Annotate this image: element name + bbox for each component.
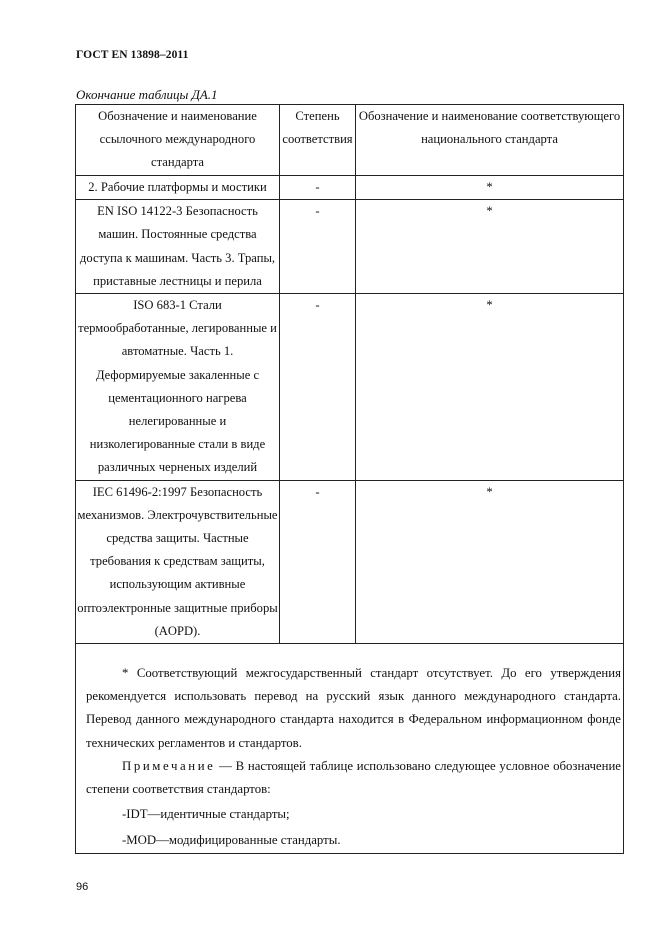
table-row	[76, 200, 624, 294]
cell-standard: IEC 61496-2:1997 Безопасность механизмов. Электрочувствительные средства защиты. Частные требования к средствам защиты, использующим активные оптоэлектронные защитные приборы (AOPD).	[76, 480, 280, 643]
table-row	[76, 176, 624, 200]
header-international-standard: Обозначение и наименование ссылочного международного стандарта	[76, 105, 280, 176]
page-number: 96	[76, 881, 89, 893]
legend-item-mod: -MOD—модифицированные стандарты.	[122, 833, 341, 848]
table-row	[76, 294, 624, 481]
cell-degree: -	[280, 200, 356, 294]
cell-degree: -	[280, 294, 356, 481]
table-footnote-cell	[76, 644, 624, 854]
document-code: ГОСТ EN 13898–2011	[76, 49, 189, 61]
table-caption: Окончание таблицы ДА.1	[76, 87, 218, 102]
cell-national: *	[356, 200, 624, 294]
cell-standard: EN ISO 14122-3 Безопасность машин. Постоянные средства доступа к машинам. Часть 3. Трапы, приставные лестницы и перила	[76, 200, 280, 294]
note-paragraph	[86, 755, 623, 801]
cell-degree: -	[280, 176, 356, 200]
footnote-text: * Соответствующий межгосударственный стандарт отсутствует. До его утверждения рекомендуется использовать перевод на русский язык данного международного стандарта. Перевод данного международного стандарта находится в Федеральном информационном фонде технических регламентов и стандартов.	[86, 666, 621, 750]
cell-standard: ISO 683-1 Стали термообработанные, легированные и автоматные. Часть 1. Деформируемые закаленные с цементационного нагрева нелегированные и низколегированные стали в виде различных черненых изделий	[76, 294, 280, 481]
cell-degree: -	[280, 480, 356, 643]
correspondence-table	[75, 104, 624, 854]
cell-standard: 2. Рабочие платформы и мостики	[76, 176, 280, 200]
note-label: Примечание	[122, 758, 216, 773]
table-row	[76, 480, 624, 643]
header-national-standard: Обозначение и наименование соответствующего национального стандарта	[356, 105, 624, 176]
cell-national: *	[356, 294, 624, 481]
legend-item-idt: -IDT—идентичные стандарты;	[122, 807, 290, 822]
cell-national: *	[356, 480, 624, 643]
table-header-row	[76, 105, 624, 176]
table-footer-row	[76, 644, 624, 854]
cell-national: *	[356, 176, 624, 200]
header-degree: Степень соответствия	[280, 105, 356, 176]
note-text: — В настоящей таблице использовано следующее условное обозначение степени соответствия стандартов:	[86, 758, 621, 797]
